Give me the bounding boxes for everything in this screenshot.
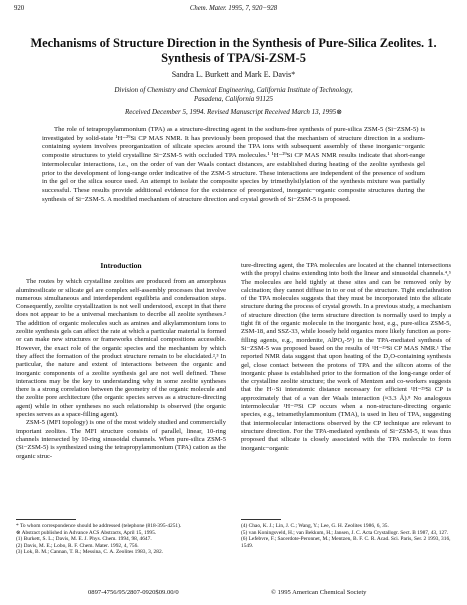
article-code: 0897-4756/95/2807-0920$09.00/0: [88, 589, 179, 596]
body-paragraph: ture-directing agent, the TPA molecules are located at the channel intersections with the propyl chains extending into both the linear and sinusoidal channels.⁴,⁵ The molecules are held tightly at these sites and can be removed only by calcination; they cannot diffuse in to or out of the structure. Tight enclathration of the TPA molecules suggests that they must be incorporated into the silicate structure during the process of crystal growth. In a previous study, a mechanism of structure direction (the term structure direction is normally used to imply a tight fit of the organic molecule in the inorganic host, e.g., pure-silica ZSM-5, ZSM-18, and SSZ-33, while loosely held organics more likely function as pore-filling agents, e.g., mordenite, AlPO₄-5⁶) in the TPA-mediated synthesis of Si−ZSM-5 was proposed based on the results of ¹H−²⁹Si CP MAS NMR.¹ The reported NMR data suggest that upon heating of the D₂O-containing synthesis gel, close contact between the protons of TPA and the silicon atoms of the inorganic phase is established prior to the formation of the long-range order of the crystalline zeolite structure; the work of Mentzen and co-workers suggests that the H··Si interatomic distance necessary for efficient ¹H−²⁹Si CP is approximately that of a van der Waals interaction (≈3.3 Å).⁸ No analogous intermolecular ¹H−²⁹Si CP occurs when a non-structure-directing organic species, e.g., tetramethylammonium (TMA), is used in lieu of TPA, suggesting that intermolecular interactions observed by the CP technique are relevant to structure direction. For the TPA-mediated synthesis of Si−ZSM-5, it was thus proposed that silicate is closely associated with the TPA molecule to form inorganic−organic: [241, 262, 451, 452]
section-heading: Introduction: [100, 261, 142, 270]
body-paragraph: The routes by which crystalline zeolites are produced from an amorphous aluminosilicate or silicate gel are complex self-assembly processes that involve numerous simultaneous and interdependent equilibria and condensation steps. Consequently, zeolite crystallization is not well understood, except in that there does not appear to be a universal mechanism to decribe all zeolite syntheses.² The addition of organic molecules such as amines and alkylammonium ions to zeolite synthesis gels can affect the rate at which a particular material is formed or can make new structures or frameworks chemical compositions accessible. However, the exact role of the organic species and the mechanism by which they affect the formation of the product structure remain to be elucidated.²,³ In particular, the nature and extent of interactions between the organic and inorganic components of a zeolite synthesis gel are not well defined. These interactions may be the key to understanding why in some zeolite syntheses there is a strong correlation between the geometry of the organic molecule and the zeolite pore architecture (the organic species serves as a structure-directing agent) while in other syntheses no such relationship is observed (the organic species serves as a space-filling agent).: [16, 278, 226, 419]
footnote: (4) Chao, K. J.; Lin, J. C.; Wang, Y.; Lee, G. H. Zeolites 1986, 6, 35.: [241, 523, 389, 529]
footnote: (6) Lefebvre, F.; Sacerdote-Peronnet, M.; Mentzen, B. F. C. R. Acad. Sci. Paris, Ser. 2 1993, 316, 1549.: [241, 536, 451, 549]
journal-citation: Chem. Mater. 1995, 7, 920−928: [189, 5, 278, 12]
body-paragraph: ZSM-5 (MFI topology) is one of the most widely studied and commercially important zeolites. The MFI structure consists of parallel, linear, 10-ring channels intersected by 10-ring sinusoidal channels. When pure-silica ZSM-5 (Si−ZSM-5) is synthesized using the tetrapropylammonium (TPA) cation as the organic struc-: [16, 419, 226, 460]
page-number: 920: [14, 5, 25, 12]
footnote-divider: [241, 519, 281, 520]
footnote-divider: [16, 519, 76, 520]
footnote: ⊗ Abstract published in Advance ACS Abstracts, April 15, 1995.: [16, 529, 157, 536]
footnote: (2) Davis, M. E.; Lobo, R. F. Chem. Mater. 1992, 4, 756.: [16, 542, 139, 549]
footnote: * To whom correspondence should be addressed (telephone (818-395-4251).: [16, 523, 182, 529]
right-column: [241, 262, 451, 453]
affiliation: [0, 86, 467, 104]
author-list: Sandra L. Burkett and Mark E. Davis*: [171, 70, 296, 79]
copyright: © 1995 American Chemical Society: [271, 589, 367, 596]
footnote: (1) Burkett, S. L.; Davis, M. E. J. Phys. Chem. 1994, 98, 4647.: [16, 536, 152, 543]
footnotes-right: [241, 523, 451, 549]
article-title: Mechanisms of Structure Direction in the Synthesis of Pure-Silica Zeolites. 1. Synthesis of TPA/Si-ZSM-5: [30, 36, 437, 65]
affiliation-line: Pasadena, California 91125: [193, 95, 273, 103]
affiliation-line: Division of Chemistry and Chemical Engineering, California Institute of Technology,: [114, 86, 353, 94]
footnote: (3) Lok, B. M.; Cannan, T. R.; Messina, C. A. Zeolites 1983, 3, 282.: [16, 549, 163, 556]
footnotes-left: [16, 523, 226, 556]
footnote: (5) van Koningsveld, H.; van Bekkum, H.; Jansen, J. C. Acta Crystallogr. Sect. B 1987, 43, 127.: [241, 529, 449, 536]
running-header: [14, 5, 453, 17]
left-column: [16, 262, 226, 461]
received-dates: Received December 5, 1994. Revised Manuscript Received March 13, 1995⊗: [124, 108, 343, 116]
abstract: The role of tetrapropylammonium (TPA) as a structure-directing agent in the sodium-free synthesis of pure-silica ZSM-5 (Si−ZSM-5) is investigated by solid-state ¹H−²⁹Si CP MAS NMR. It has previously been proposed that the mechanism of structure direction in a sodium-containing system involves preorganization of silicate species around the TPA ions with subsequent assembly of these inorganic−organic composite structures to yield crystalline Si−ZSM-5 with occluded TPA molecules.¹ ¹H−²⁹Si CP MAS NMR results indicate that short-range intermolecular interactions, i.e., on the order of van der Waals contact distances, are established during heating of the zeolite synthesis gel prior to the development of long-range order indicative of the ZSM-5 structure. These interactions are independent of the presence of sodium in the gel or the silica source used. An attempt to isolate the composite species by trimethylsilylation of the synthesis mixture was partially successful. These results provide additional evidence for the existence of preorganized, inorganic−organic composite structures during the synthesis of Si−ZSM-5. A modified mechanism of structure direction and crystal growth of Si−ZSM-5 is proposed.: [42, 126, 425, 203]
